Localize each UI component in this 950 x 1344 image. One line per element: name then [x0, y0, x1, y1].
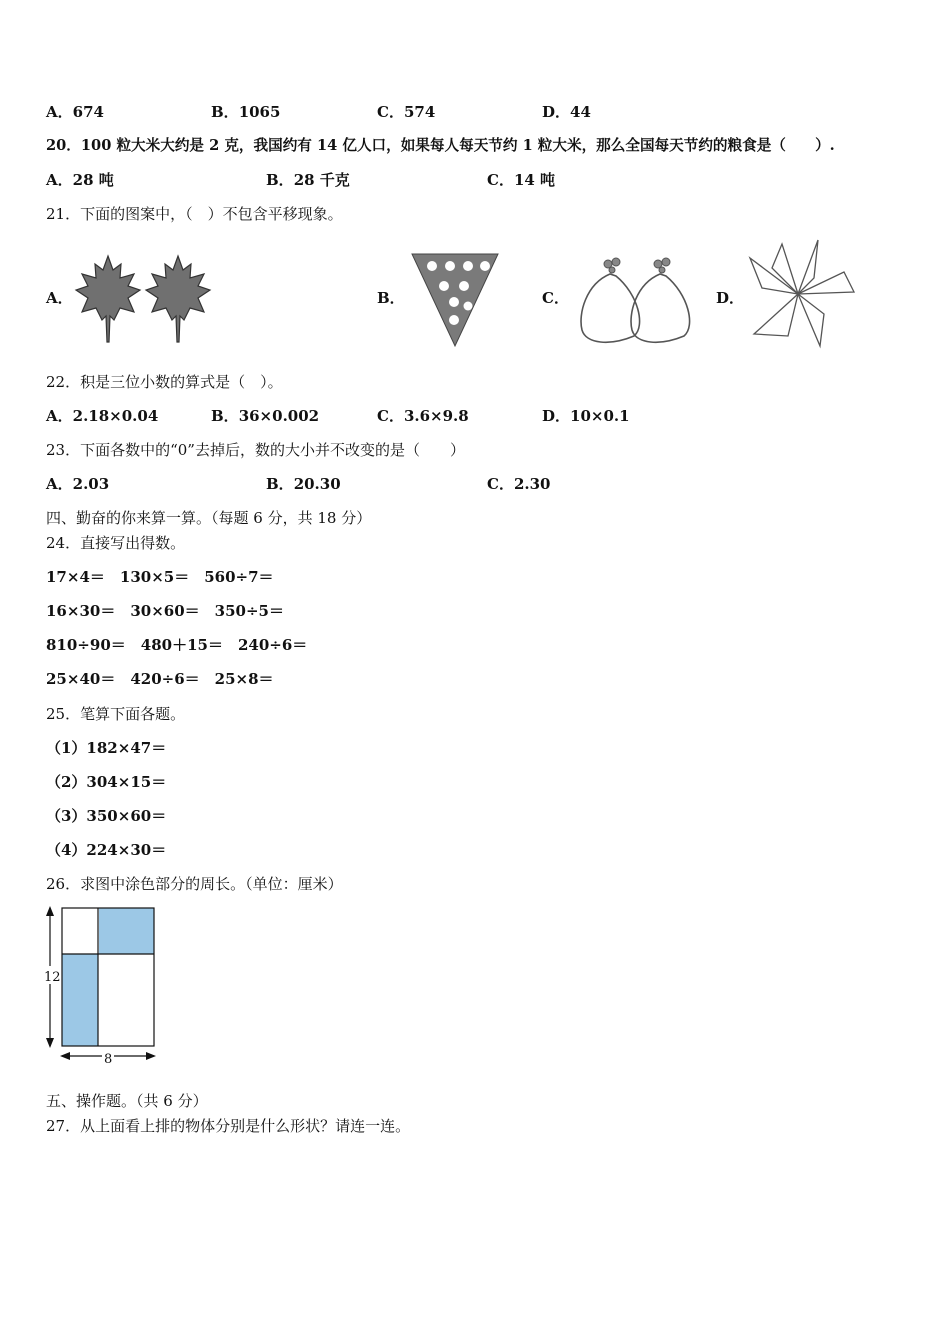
q19-option-c: C．574	[377, 103, 436, 121]
q21-option-b-label: B．	[377, 289, 405, 307]
q22-option-d: D．10×0.1	[542, 407, 630, 425]
q25-stem: 25．笔算下面各题。	[46, 705, 186, 723]
q21-option-a-label: A．	[46, 289, 73, 307]
q20-option-c: C．14 吨	[487, 171, 556, 189]
q19-option-b: B．1065	[211, 103, 281, 121]
q26-stem: 26．求图中涂色部分的周长。（单位：厘米）	[46, 875, 343, 893]
width-label: 8	[104, 1052, 113, 1066]
section-5-title: 五、操作题。（共 6 分）	[46, 1092, 208, 1110]
q24-row-1: 17×4＝ 130×5＝ 560÷7＝	[46, 568, 274, 586]
triangle-with-flowers-figure	[410, 252, 500, 348]
two-overlapping-birds-figure	[576, 254, 696, 348]
q25-item-4: （4）224×30＝	[46, 841, 167, 859]
q24-row-4: 25×40＝ 420÷6＝ 25×8＝	[46, 670, 274, 688]
q27-stem: 27．从上面看上排的物体分别是什么形状？请连一连。	[46, 1117, 411, 1135]
q21-option-c-label: C．	[542, 289, 569, 307]
q24-stem: 24．直接写出得数。	[46, 534, 186, 552]
q20-option-b: B．28 千克	[266, 171, 350, 189]
q23-stem: 23．下面各数中的“0”去掉后，数的大小并不改变的是（ ）	[46, 441, 465, 459]
q23-option-a: A．2.03	[46, 475, 110, 493]
q22-option-a: A．2.18×0.04	[46, 407, 159, 425]
q22-stem: 22．积是三位小数的算式是（ ）。	[46, 373, 283, 391]
height-label: 12	[44, 970, 61, 985]
q26-rectangle-figure	[40, 904, 160, 1066]
q23-option-b: B．20.30	[266, 475, 341, 493]
q25-item-1: （1）182×47＝	[46, 739, 167, 757]
q23-option-c: C．2.30	[487, 475, 551, 493]
q19-option-a: A．674	[46, 103, 104, 121]
two-maple-leaves-figure	[74, 252, 216, 344]
section-4-title: 四、勤奋的你来算一算。（每题 6 分，共 18 分）	[46, 509, 372, 527]
pinwheel-triangles-figure	[748, 238, 858, 350]
q25-item-3: （3）350×60＝	[46, 807, 167, 825]
q25-item-2: （2）304×15＝	[46, 773, 167, 791]
shaded-bottom-left	[62, 954, 98, 1046]
q19-option-d: D．44	[542, 103, 591, 121]
q22-option-b: B．36×0.002	[211, 407, 320, 425]
shaded-top-right	[99, 908, 154, 954]
q20-option-a: A．28 吨	[46, 171, 114, 189]
q24-row-2: 16×30＝ 30×60＝ 350÷5＝	[46, 602, 284, 620]
q21-stem: 21．下面的图案中，（ ）不包含平移现象。	[46, 205, 343, 223]
q21-option-d-label: D．	[716, 289, 745, 307]
q24-row-3: 810÷90＝ 480＋15＝ 240÷6＝	[46, 636, 308, 654]
q22-option-c: C．3.6×9.8	[377, 407, 469, 425]
q20-stem: 20．100 粒大米大约是 2 克，我国约有 14 亿人口，如果每人每天节约 1 粒大米，那么全国每天节约的粮食是（ ）.	[46, 137, 835, 154]
